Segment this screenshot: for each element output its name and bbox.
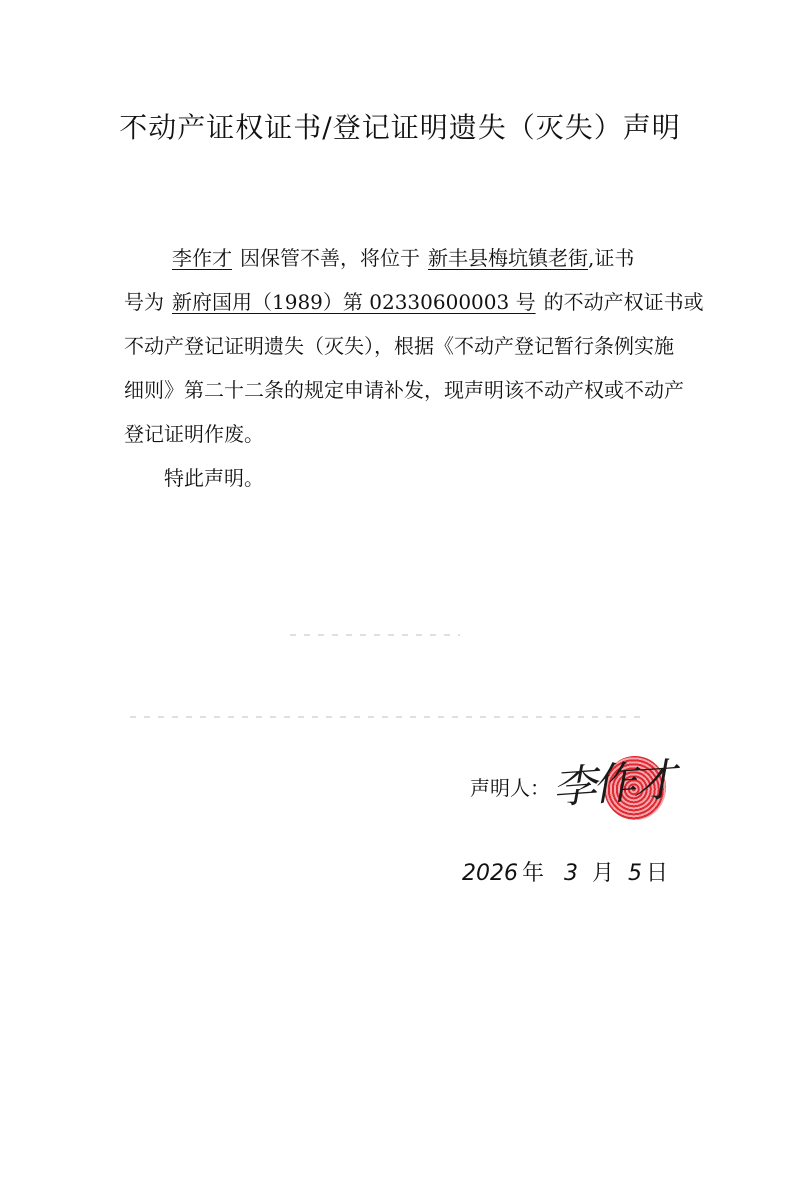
body-text-2: ,证书 — [588, 246, 635, 270]
declarant-label: 声明人： — [470, 776, 550, 800]
declarant-name: 李作才 — [172, 246, 232, 270]
certificate-number: 新府国用（1989）第 02330600003 号 — [172, 290, 536, 314]
document-title: 不动产证权证书/登记证明遗失（灭失）声明 — [119, 111, 681, 144]
body-line-3: 不动产登记证明遗失（灭失），根据《不动产登记暂行条例实施 — [124, 334, 674, 358]
faint-bleed-mark — [290, 634, 460, 636]
body-line-2 — [124, 288, 704, 316]
date-month-char: 月 — [592, 861, 615, 886]
date-month: 3 — [564, 861, 579, 886]
body-line-4: 细则》第二十二条的规定申请补发，现声明该不动产权或不动产 — [124, 378, 684, 402]
date-day: 5 — [628, 861, 643, 886]
closing-statement: 特此声明。 — [164, 466, 264, 490]
date-year-char: 年 — [522, 861, 545, 886]
line2-suffix: 的不动产权证书或 — [543, 290, 704, 314]
faint-bleed-mark — [130, 716, 640, 718]
signature-area — [552, 748, 692, 838]
date-day-char: 日 — [646, 861, 669, 886]
body-line-1 — [124, 244, 634, 272]
handwritten-signature: 李作才 — [550, 754, 674, 815]
body-text-1: 因保管不善，将位于 — [240, 246, 420, 270]
line2-prefix: 号为 — [124, 290, 164, 314]
body-line-5: 登记证明作废。 — [124, 422, 264, 446]
date-year: 2026 — [462, 861, 518, 886]
property-location: 新丰县梅坑镇老街 — [428, 246, 588, 270]
declaration-date — [462, 856, 668, 887]
